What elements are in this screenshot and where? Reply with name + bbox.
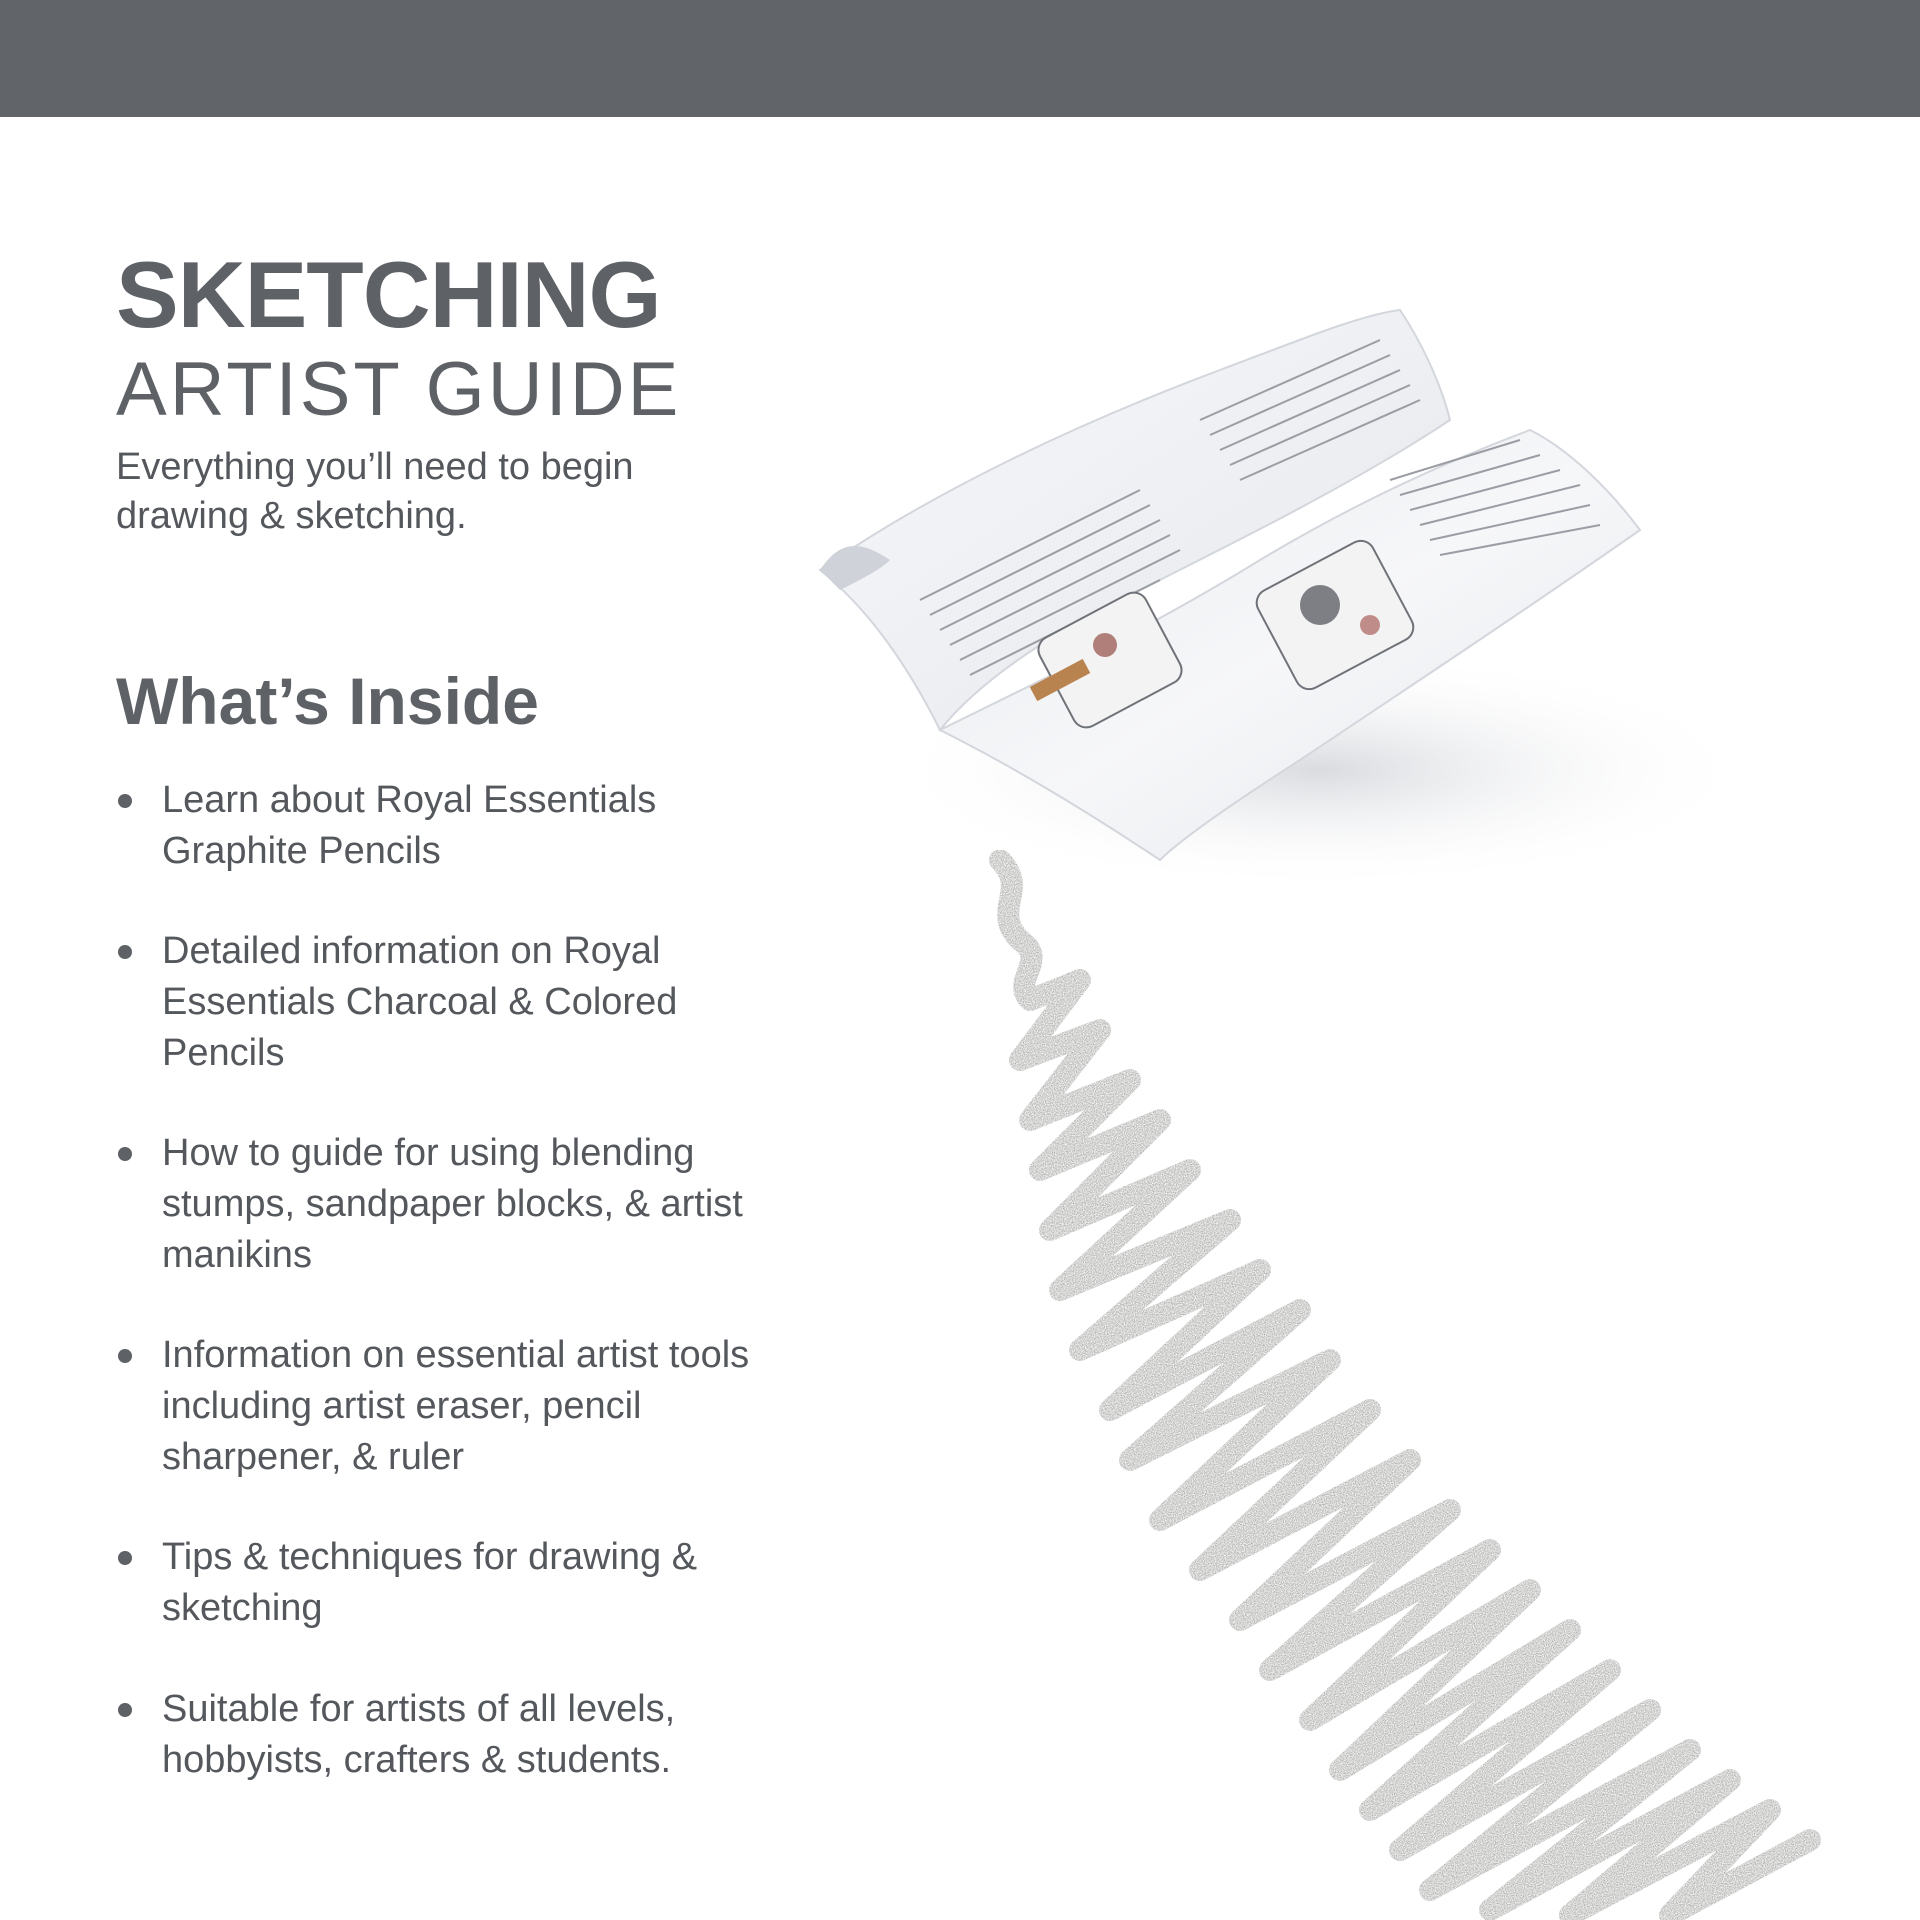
feature-text: Detailed information on Royal Essentials Charcoal & Colored Pencils (162, 930, 678, 1074)
feature-text: Learn about Royal Essentials Graphite Pencils (162, 779, 657, 872)
open-booklet-image (800, 300, 1780, 920)
page-subtitle: ARTIST GUIDE (116, 347, 682, 432)
feature-item (116, 926, 776, 1079)
bullet-icon (118, 1147, 132, 1161)
feature-item (116, 1532, 776, 1634)
booklet-photo-detail (1300, 585, 1340, 625)
feature-item (116, 1330, 776, 1483)
feature-item (116, 1684, 776, 1786)
scribble-stroke (1000, 860, 1810, 1915)
feature-text: Tips & techniques for drawing & sketching (162, 1536, 698, 1629)
feature-text: How to guide for using blending stumps, sandpaper blocks, & artist manikins (162, 1132, 743, 1276)
booklet-photo-detail (1093, 633, 1117, 657)
bullet-icon (118, 945, 132, 959)
bullet-icon (118, 1703, 132, 1717)
bullet-icon (118, 794, 132, 808)
feature-item (116, 1128, 776, 1281)
tagline: Everything you’ll need to begin drawing & sketching. (116, 446, 634, 537)
feature-text: Information on essential artist tools including artist eraser, pencil sharpener, & ruler (162, 1334, 750, 1478)
feature-text: Suitable for artists of all levels, hobbyists, crafters & students. (162, 1688, 676, 1781)
booklet-photo-detail (1360, 615, 1380, 635)
page-title: SKETCHING (116, 242, 661, 347)
bullet-icon (118, 1551, 132, 1565)
graphite-scribble-image (970, 850, 1920, 1920)
bullet-icon (118, 1349, 132, 1363)
top-banner-bar (0, 0, 1920, 117)
feature-item (116, 775, 776, 877)
whats-inside-heading: What’s Inside (116, 664, 539, 738)
